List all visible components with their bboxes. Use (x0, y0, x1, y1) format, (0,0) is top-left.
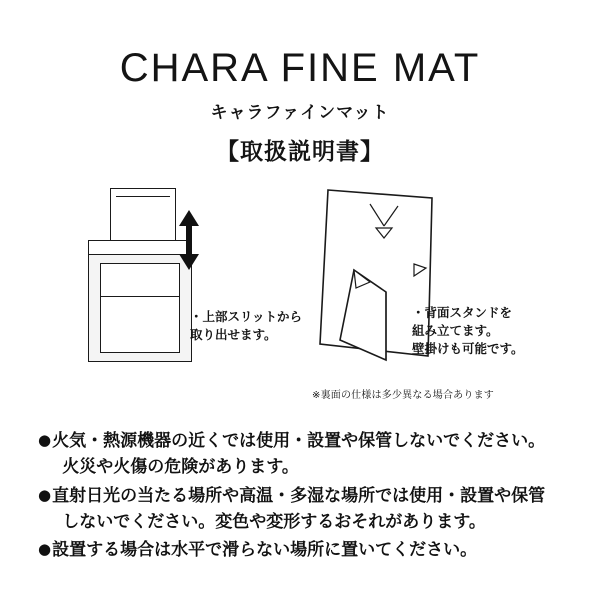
warning-text (52, 483, 570, 536)
caption-right-line1: ・背面スタンドを (412, 305, 513, 320)
caption-left-line2: 取り出せます。 (190, 327, 277, 343)
up-down-arrow-icon (176, 210, 202, 270)
inner-print-sheet-edge (116, 196, 170, 197)
warning-line1: 火気・熱源機器の近くでは使用・設置や保管しないでください。 (52, 431, 546, 451)
figure-note: ※裏面の仕様は多少異なる場合あります (312, 390, 494, 401)
bullet-icon: ● (38, 540, 52, 559)
warning-text (52, 537, 570, 563)
page-title: CHARA FINE MAT (119, 46, 481, 90)
warning-line2: 火災や火傷の危険があります。 (62, 457, 299, 478)
caption-right-line3: 壁掛けも可能です。 (412, 341, 524, 357)
warning-line1: 設置する場合は水平で滑らない場所に置いてください。 (52, 540, 478, 561)
warning-list (38, 428, 570, 566)
mat-frame-window (100, 263, 180, 353)
bullet-icon: ● (38, 431, 52, 449)
manual-heading: 【取扱説明書】 (216, 139, 384, 165)
caption-right (412, 304, 572, 358)
warning-item (38, 428, 570, 481)
warning-line2: しないでください。変色や変形するおそれがあります。 (62, 512, 486, 533)
warning-item (38, 483, 570, 536)
warning-text (52, 428, 570, 481)
figure-area (0, 180, 600, 415)
bullet-icon: ● (38, 485, 52, 504)
page-subtitle: キャラファインマット (210, 103, 390, 123)
warning-item (38, 537, 570, 563)
warning-line1: 直射日光の当たる場所や高温・多湿な場所では使用・設置や保管 (52, 485, 546, 506)
caption-right-line2: 組み立てます。 (412, 323, 499, 339)
mat-frame-window-divider (100, 296, 180, 297)
caption-left-line1: ・上部スリットから (190, 309, 303, 324)
caption-left (190, 308, 320, 344)
